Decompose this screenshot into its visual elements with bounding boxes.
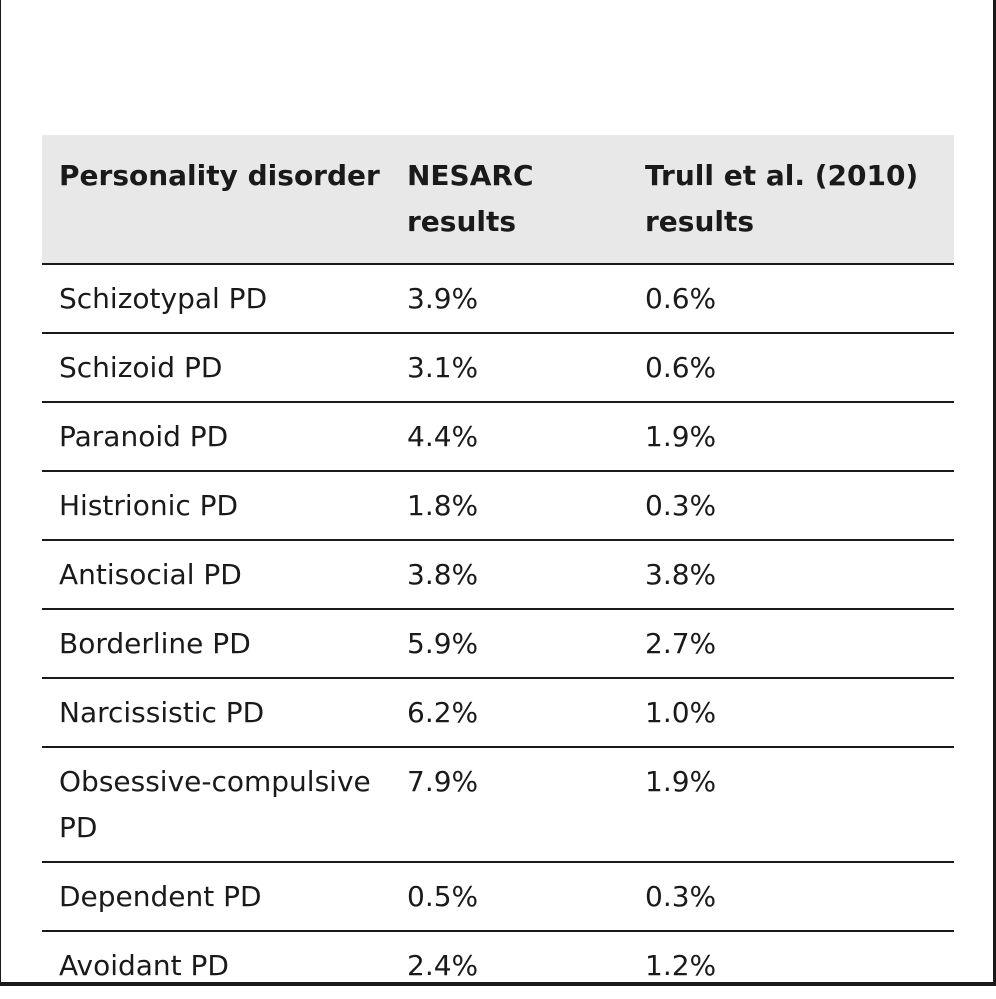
disorder-name: Dependent PD <box>42 862 390 931</box>
table-row <box>42 540 954 609</box>
disorder-name: Antisocial PD <box>42 540 390 609</box>
disorder-name: Schizoid PD <box>42 333 390 402</box>
nesarc-value: 4.4% <box>390 402 628 471</box>
trull-value: 1.2% <box>645 949 717 982</box>
table-row <box>42 609 954 678</box>
trull-value: 0.6% <box>628 264 954 333</box>
disorder-name: Schizotypal PD <box>42 264 390 333</box>
trull-value: 0.6% <box>628 333 954 402</box>
trull-value: 1.9% <box>628 747 954 862</box>
disorder-name: Obsessive-compulsive PD <box>42 747 390 862</box>
nesarc-value: 0.5% <box>390 862 628 931</box>
table-row <box>42 678 954 747</box>
disorder-name: Paranoid PD <box>42 402 390 471</box>
table-row <box>42 471 954 540</box>
trull-value: 1.0% <box>628 678 954 747</box>
nesarc-value: 7.9% <box>390 747 628 862</box>
table-row <box>42 862 954 931</box>
prevalence-table <box>42 135 954 999</box>
trull-value: 0.3% <box>628 862 954 931</box>
table-row <box>42 264 954 333</box>
disorder-name: Avoidant PD <box>59 949 229 982</box>
nesarc-value: 3.1% <box>390 333 628 402</box>
trull-value: 3.8% <box>628 540 954 609</box>
nesarc-value: 6.2% <box>390 678 628 747</box>
header-trull-results: Trull et al. (2010) results <box>628 135 954 264</box>
table-row <box>42 402 954 471</box>
nesarc-value: 2.4% <box>407 949 479 982</box>
trull-value: 2.7% <box>628 609 954 678</box>
disorder-name: Borderline PD <box>42 609 390 678</box>
nesarc-value: 3.9% <box>390 264 628 333</box>
nesarc-value: 3.8% <box>390 540 628 609</box>
table-row <box>42 333 954 402</box>
disorder-name: Histrionic PD <box>42 471 390 540</box>
table-header-row <box>42 135 954 264</box>
header-nesarc-results: NESARC results <box>390 135 628 264</box>
trull-value: 1.9% <box>628 402 954 471</box>
trull-value: 0.3% <box>628 471 954 540</box>
disorder-name: Narcissistic PD <box>42 678 390 747</box>
header-personality-disorder: Personality disorder <box>42 135 390 264</box>
table-row <box>42 931 954 999</box>
table-row <box>42 747 954 862</box>
nesarc-value: 1.8% <box>390 471 628 540</box>
nesarc-value: 5.9% <box>390 609 628 678</box>
